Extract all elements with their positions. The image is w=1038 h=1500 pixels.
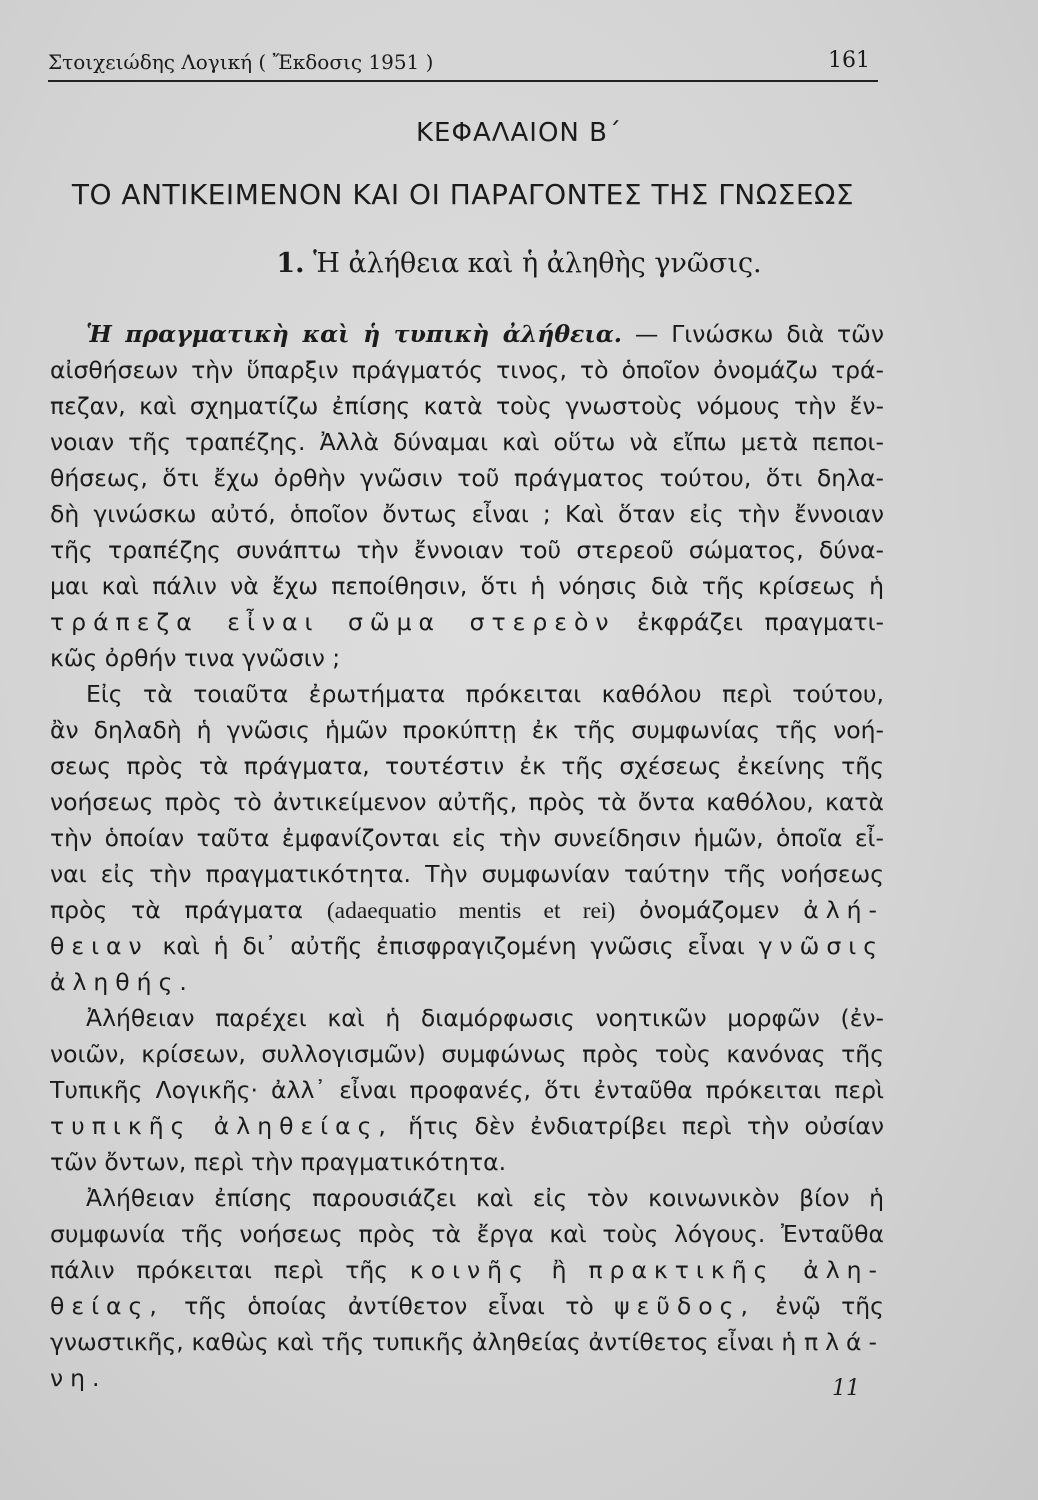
text-line [50, 1110, 884, 1142]
text-line [50, 930, 884, 962]
text-line: θήσεως, ὅτι ἔχω ὀρθὴν γνῶσιν τοῦ πράγματος τούτου, ὅτι δηλα- [50, 464, 884, 492]
section-title: Ἡ ἀλήθεια καὶ ἡ ἀληθὴς γνῶσις. [313, 248, 762, 279]
text-line: Ἀλήθειαν ἐπίσης παρουσιάζει καὶ εἰς τὸν κοινωνικὸν βίον ἡ [86, 1184, 884, 1212]
text-line: νοιαν τῆς τραπέζης. Ἀλλὰ δύναμαι καὶ οὕτω νὰ εἴπω μετὰ πεποι- [50, 428, 884, 456]
text-line: ἂν δηλαδὴ ἡ γνῶσις ἡμῶν προκύπτῃ ἐκ τῆς συμφωνίας τῆς νοή- [50, 716, 884, 744]
text-line [50, 1326, 884, 1358]
text-span: τῆς ὁποίας ἀντίθετον εἶναι τὸ [184, 1292, 594, 1320]
signature-mark: 11 [832, 1376, 860, 1401]
text-span: πάλιν πρόκειται περὶ τῆς [50, 1256, 389, 1284]
text-line [50, 1290, 884, 1322]
running-title: Στοιχειώδης Λογική ( Ἔκδοσις 1951 ) [48, 50, 434, 74]
spaced-text: νη. [50, 1364, 107, 1392]
text-line: νοιῶν, κρίσεων, συλλογισμῶν) συμφώνως πρὸς τοὺς κανόνας τῆς [50, 1040, 884, 1068]
text-line: νοήσεως πρὸς τὸ ἀντικείμενον αὐτῆς, πρὸς τὰ ὄντα καθόλου, κατὰ [50, 788, 884, 816]
spaced-text: πρακτικῆς ἀλη- [588, 1256, 884, 1284]
text-line [50, 1254, 884, 1286]
text-line: Τυπικῆς Λογικῆς· ἀλλ᾽ εἶναι προφανές, ὅτι ἐνταῦθα πρόκειται περὶ [50, 1076, 884, 1104]
text-line [86, 318, 884, 350]
text-line: πεζαν, καὶ σχηματίζω ἐπίσης κατὰ τοὺς γνωστοὺς νόμους τὴν ἔν- [50, 392, 884, 420]
running-header [48, 46, 878, 82]
spaced-text: τυπικῆς ἀληθείας, [50, 1112, 393, 1140]
spaced-text: θείας, [50, 1292, 164, 1320]
run-in-heading: Ἡ πραγματικὴ καὶ ἡ τυπικὴ ἀλήθεια. [86, 320, 622, 348]
spaced-text: πλά- [803, 1328, 884, 1356]
latin-phrase: (adaequatio mentis et rei) [326, 898, 616, 924]
text-line: Ἀλήθειαν παρέχει καὶ ἡ διαμόρφωσις νοητικῶν μορφῶν (ἐν- [86, 1004, 884, 1032]
text-line: Εἰς τὰ τοιαῦτα ἐρωτήματα πρόκειται καθόλου περὶ τούτου, [86, 680, 884, 708]
text-line: αἰσθήσεων τὴν ὕπαρξιν πράγματός τινος, τὸ ὁποῖον ὀνομάζω τρά- [50, 356, 884, 384]
section-number: 1. [276, 248, 305, 279]
text-span: γνωστικῆς, καθὼς καὶ τῆς τυπικῆς ἀληθείας ἀντίθετος εἶναι ἡ [50, 1328, 797, 1356]
page-number: 161 [828, 48, 870, 73]
section-heading [0, 248, 1038, 279]
text-span: ἐκφράζει πραγματι- [615, 608, 884, 636]
text-span: καὶ ἡ δι᾽ αὐτῆς ἐπισφραγιζομένη γνῶσις εἶναι [162, 932, 745, 960]
text-span: — Γινώσκω διὰ τῶν [621, 320, 884, 348]
spaced-text: ἀλή- [803, 896, 884, 924]
chapter-title: ΤΟ ΑΝΤΙΚΕΙΜΕΝΟΝ ΚΑΙ ΟΙ ΠΑΡΑΓΟΝΤΕΣ ΤΗΣ ΓΝΩΣΕΩΣ [71, 178, 855, 211]
text-line: δὴ γινώσκω αὐτό, ὁποῖον ὄντως εἶναι ; Καὶ ὅταν εἰς τὴν ἔννοιαν [50, 500, 884, 528]
text-line: τὴν ὁποίαν ταῦτα ἐμφανίζονται εἰς τὴν συνείδησιν ἡμῶν, ὁποῖα εἶ- [50, 824, 884, 852]
text-line: κῶς ὀρθήν τινα γνῶσιν ; [50, 644, 341, 672]
text-span: ἢ [551, 1256, 567, 1284]
text-line: μαι καὶ πάλιν νὰ ἔχω πεποίθησιν, ὅτι ἡ νόησις διὰ τῆς κρίσεως ἡ [50, 572, 884, 600]
spaced-text: κοινῆς [409, 1256, 530, 1284]
text-span: πρὸς τὰ πράγματα [50, 896, 304, 924]
text-line [50, 966, 884, 998]
chapter-label: ΚΕΦΑΛΑΙΟΝ Β΄ [416, 118, 622, 148]
spaced-text: θειαν [50, 932, 149, 960]
spaced-text: ψεῦδος, [614, 1292, 755, 1320]
text-line [50, 606, 884, 638]
text-line: τῶν ὄντων, περὶ τὴν πραγματικότητα. [50, 1148, 507, 1176]
spaced-text: ἀληθής. [50, 968, 194, 996]
text-line: σεως πρὸς τὰ πράγματα, τουτέστιν ἐκ τῆς σχέσεως ἐκείνης τῆς [50, 752, 884, 780]
text-line [50, 894, 884, 926]
text-line: ναι εἰς τὴν πραγματικότητα. Τὴν συμφωνίαν ταύτην τῆς νοήσεως [50, 860, 884, 888]
spaced-text: τράπεζα εἶναι σῶμα στερεὸν [50, 608, 616, 636]
text-span: ἥτις δὲν ἐνδιατρίβει περὶ τὴν οὐσίαν [408, 1112, 884, 1140]
text-line: τῆς τραπέζης συνάπτω τὴν ἔννοιαν τοῦ στερεοῦ σώματος, δύνα- [50, 536, 884, 564]
text-line: συμφωνία τῆς νοήσεως πρὸς τὰ ἔργα καὶ τοὺς λόγους. Ἐνταῦθα [50, 1220, 884, 1248]
text-span: ἐνῷ τῆς [775, 1292, 884, 1320]
spaced-text: γνῶσις [758, 932, 884, 960]
text-span: ὀνομάζομεν [639, 896, 780, 924]
text-line [50, 1362, 884, 1394]
